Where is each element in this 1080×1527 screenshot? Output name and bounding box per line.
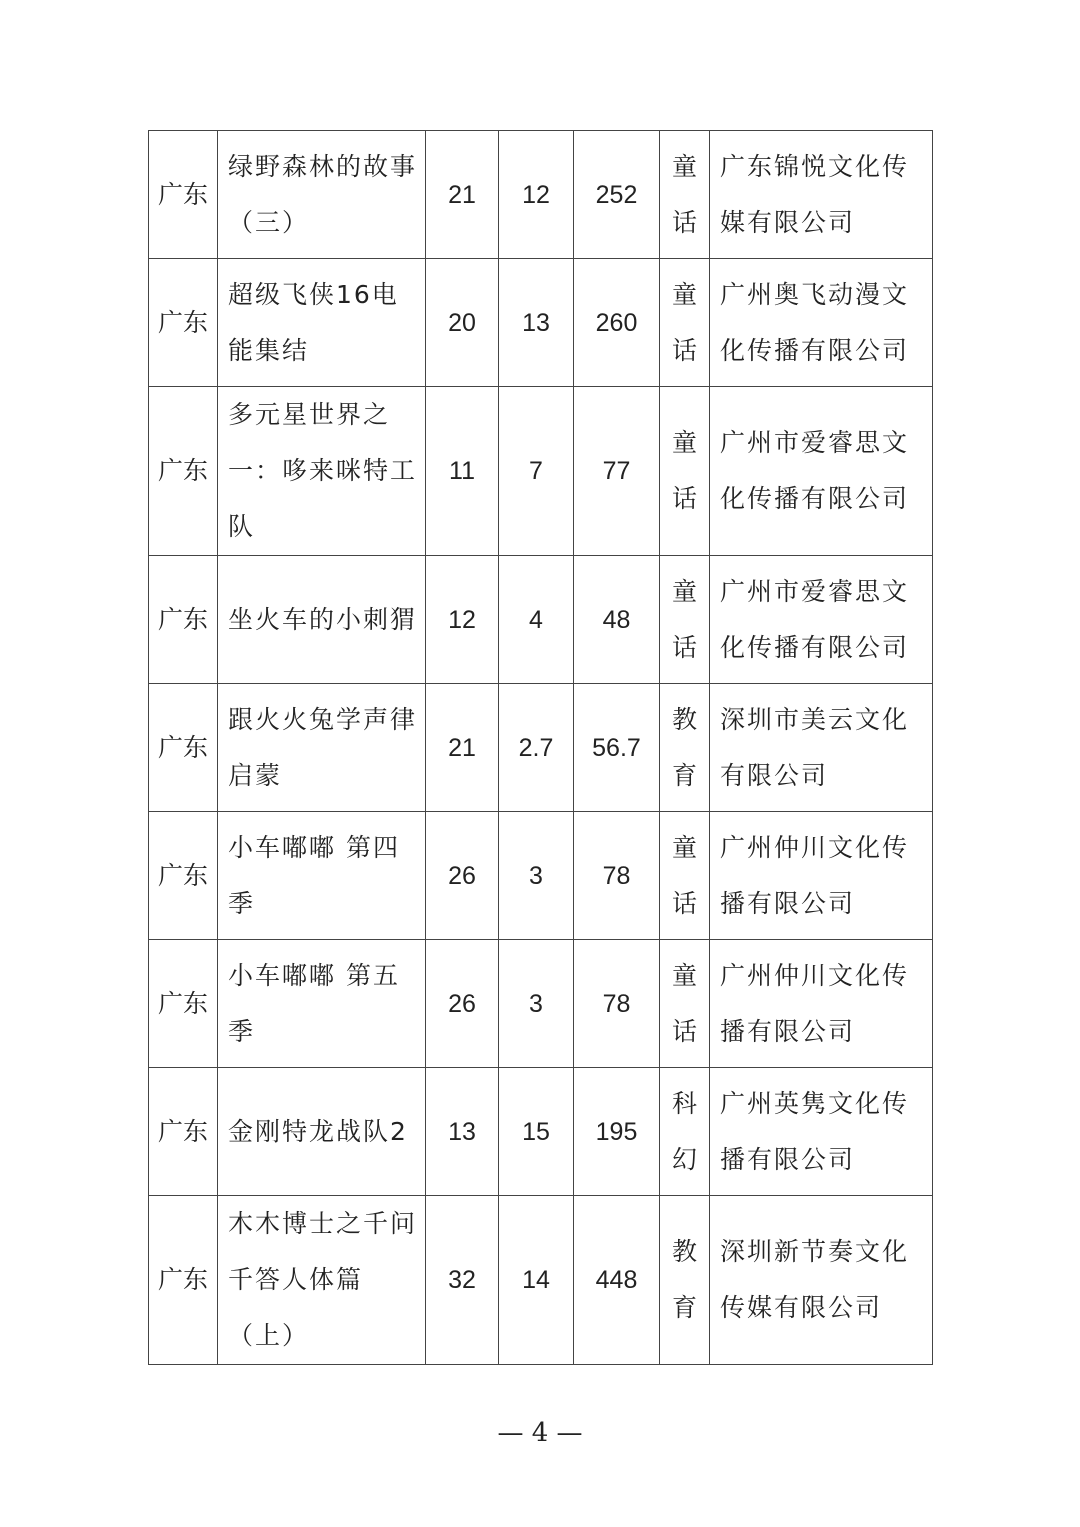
org-cell: 广州市爱睿思文化传播有限公司 xyxy=(710,556,933,684)
type-cell: 童话 xyxy=(660,131,710,259)
minutes-cell: 12 xyxy=(499,131,574,259)
minutes-cell: 3 xyxy=(499,940,574,1068)
province-cell: 广东 xyxy=(149,131,218,259)
title-cell: 金刚特龙战队2 xyxy=(218,1068,426,1196)
type-cell: 教育 xyxy=(660,1196,710,1365)
title-cell: 小车嘟嘟 第五季 xyxy=(218,940,426,1068)
minutes-cell: 13 xyxy=(499,259,574,387)
table-row xyxy=(149,684,933,812)
org-cell: 广州英隽文化传播有限公司 xyxy=(710,1068,933,1196)
table-row xyxy=(149,1196,933,1365)
table-row xyxy=(149,259,933,387)
org-cell: 广州仲川文化传播有限公司 xyxy=(710,812,933,940)
minutes-cell: 2.7 xyxy=(499,684,574,812)
org-cell: 广州仲川文化传播有限公司 xyxy=(710,940,933,1068)
episodes-cell: 11 xyxy=(426,387,499,556)
title-cell: 多元星世界之一：哆来咪特工队 xyxy=(218,387,426,556)
table-row xyxy=(149,131,933,259)
episodes-cell: 20 xyxy=(426,259,499,387)
title-cell: 绿野森林的故事（三） xyxy=(218,131,426,259)
episodes-cell: 26 xyxy=(426,940,499,1068)
table-row xyxy=(149,1068,933,1196)
episodes-cell: 26 xyxy=(426,812,499,940)
episodes-cell: 21 xyxy=(426,131,499,259)
province-cell: 广东 xyxy=(149,812,218,940)
total-cell: 78 xyxy=(574,812,660,940)
minutes-cell: 7 xyxy=(499,387,574,556)
title-cell: 超级飞侠16电能集结 xyxy=(218,259,426,387)
total-cell: 77 xyxy=(574,387,660,556)
org-cell: 深圳市美云文化有限公司 xyxy=(710,684,933,812)
org-cell: 广州市爱睿思文化传播有限公司 xyxy=(710,387,933,556)
type-cell: 教育 xyxy=(660,684,710,812)
page-number: — 4 — xyxy=(497,1418,583,1448)
table-row xyxy=(149,940,933,1068)
total-cell: 56.7 xyxy=(574,684,660,812)
minutes-cell: 14 xyxy=(499,1196,574,1365)
province-cell: 广东 xyxy=(149,940,218,1068)
episodes-cell: 13 xyxy=(426,1068,499,1196)
total-cell: 48 xyxy=(574,556,660,684)
total-cell: 448 xyxy=(574,1196,660,1365)
episodes-cell: 12 xyxy=(426,556,499,684)
type-cell: 童话 xyxy=(660,940,710,1068)
table-row xyxy=(149,812,933,940)
total-cell: 260 xyxy=(574,259,660,387)
type-cell: 科幻 xyxy=(660,1068,710,1196)
episodes-cell: 21 xyxy=(426,684,499,812)
province-cell: 广东 xyxy=(149,1068,218,1196)
minutes-cell: 15 xyxy=(499,1068,574,1196)
minutes-cell: 3 xyxy=(499,812,574,940)
table-row xyxy=(149,556,933,684)
total-cell: 252 xyxy=(574,131,660,259)
type-cell: 童话 xyxy=(660,556,710,684)
type-cell: 童话 xyxy=(660,387,710,556)
episodes-cell: 32 xyxy=(426,1196,499,1365)
minutes-cell: 4 xyxy=(499,556,574,684)
title-cell: 跟火火兔学声律启蒙 xyxy=(218,684,426,812)
title-cell: 坐火车的小刺猬 xyxy=(218,556,426,684)
total-cell: 78 xyxy=(574,940,660,1068)
org-cell: 深圳新节奏文化传媒有限公司 xyxy=(710,1196,933,1365)
type-cell: 童话 xyxy=(660,812,710,940)
province-cell: 广东 xyxy=(149,1196,218,1365)
program-table xyxy=(148,130,933,1365)
province-cell: 广东 xyxy=(149,387,218,556)
total-cell: 195 xyxy=(574,1068,660,1196)
province-cell: 广东 xyxy=(149,556,218,684)
org-cell: 广州奥飞动漫文化传播有限公司 xyxy=(710,259,933,387)
table-row xyxy=(149,387,933,556)
title-cell: 木木博士之千问千答人体篇（上） xyxy=(218,1196,426,1365)
org-cell: 广东锦悦文化传媒有限公司 xyxy=(710,131,933,259)
province-cell: 广东 xyxy=(149,684,218,812)
title-cell: 小车嘟嘟 第四季 xyxy=(218,812,426,940)
type-cell: 童话 xyxy=(660,259,710,387)
province-cell: 广东 xyxy=(149,259,218,387)
